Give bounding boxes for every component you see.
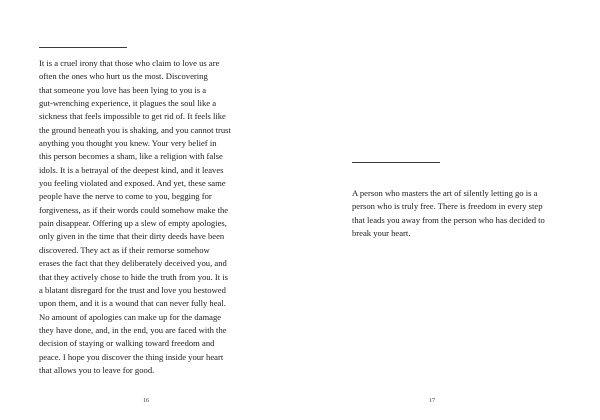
text-line: a blatant disregard for the trust and love you bestowed bbox=[39, 284, 226, 295]
text-line: forgiveness, as if their words could somehow make the bbox=[39, 204, 229, 215]
text-line: that someone you love has been lying to you is a bbox=[39, 84, 207, 95]
text-line: It is a cruel irony that those who claim to love us are bbox=[39, 58, 220, 68]
page-number: 16 bbox=[143, 398, 149, 404]
text-line: discovered. They act as if their remorse somehow bbox=[39, 244, 210, 255]
left-page-divider bbox=[39, 47, 127, 48]
text-line: peace. I hope you discover the thing inside your heart bbox=[39, 351, 224, 362]
text-line: decision of staying or walking toward freedom and bbox=[39, 338, 215, 349]
text-line: sickness that feels impossible to get rid of. It feels like bbox=[39, 111, 226, 122]
text-line: often the ones who hurt us the most. Discovering bbox=[39, 71, 208, 82]
text-line: that allows you to leave for good. bbox=[39, 364, 155, 375]
text-line: they have done, and, in the end, you are faced with the bbox=[39, 324, 227, 335]
text-line: pain disappear. Offering up a slew of empty apologies, bbox=[39, 218, 227, 229]
text-line: A person who masters the art of silently letting go is a bbox=[352, 188, 538, 198]
page-number: 17 bbox=[429, 398, 435, 404]
text-line: you feeling violated and exposed. And yet, these same bbox=[39, 178, 226, 189]
left-page-body bbox=[39, 57, 284, 377]
text-line: anything you thought you knew. Your very belief in bbox=[39, 138, 217, 149]
text-line: No amount of apologies can make up for the damage bbox=[39, 311, 222, 322]
right-page-body bbox=[352, 187, 567, 240]
text-line: that leads you away from the person who has decided to bbox=[352, 214, 545, 225]
text-line: idols. It is a betrayal of the deepest kind, and it leaves bbox=[39, 164, 224, 175]
text-line: the ground beneath you is shaking, and you cannot trust bbox=[39, 124, 231, 135]
right-page bbox=[300, 0, 600, 420]
text-line: erases the fact that they deliberately deceived you, and bbox=[39, 258, 227, 269]
text-line: break your heart. bbox=[352, 228, 411, 239]
text-line: that they actively chose to hide the truth from you. It is bbox=[39, 271, 229, 282]
right-page-divider bbox=[352, 162, 440, 163]
text-line: only given in the time that their dirty deeds have been bbox=[39, 231, 225, 242]
text-line: gut-wrenching experience, it plagues the soul like a bbox=[39, 98, 217, 109]
text-line: people have the nerve to come to you, begging for bbox=[39, 191, 212, 202]
text-line: upon them, and it is a wound that can never fully heal. bbox=[39, 298, 226, 309]
text-line: this person becomes a sham, like a religion with false bbox=[39, 151, 223, 162]
text-line: person who is truly free. There is freedom in every step bbox=[352, 201, 543, 212]
